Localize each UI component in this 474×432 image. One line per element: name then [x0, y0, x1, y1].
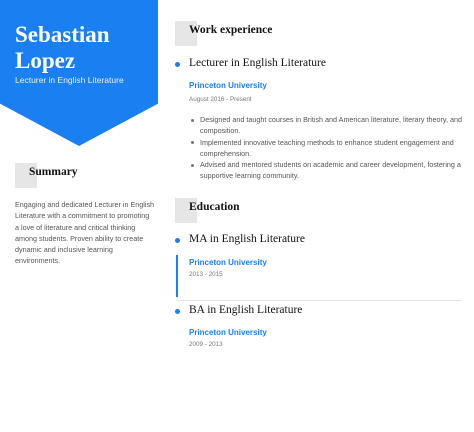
work-entry-title: Lecturer in English Literature: [189, 57, 326, 69]
education-entry-title: BA in English Literature: [189, 304, 303, 316]
candidate-role: Lecturer in English Literature: [15, 75, 124, 85]
summary-text: Engaging and dedicated Lecturer in English Literature with a commitment to promoting a love of literature and critical thinking among students. Proven ability to create dynamic and inclusive learning environments.: [15, 200, 155, 266]
last-name: Lopez: [15, 48, 76, 73]
education-entry-dot: [175, 238, 180, 243]
education-entry-line: [176, 255, 178, 297]
education-entry-org: Princeton University: [189, 258, 267, 267]
work-entry-org: Princeton University: [189, 81, 267, 90]
work-entry-date: August 2016 - Present: [189, 96, 252, 103]
work-heading: [175, 21, 455, 46]
education-heading: [175, 198, 455, 223]
work-heading-title: Work experience: [189, 24, 273, 36]
education-entry-title: MA in English Literature: [189, 233, 305, 245]
education-divider: [176, 300, 462, 301]
education-heading-title: Education: [189, 201, 240, 213]
summary-heading-title: Summary: [29, 166, 78, 178]
work-entry-dot: [175, 62, 180, 67]
education-entry-dot: [175, 309, 180, 314]
candidate-name: [15, 22, 155, 74]
summary-heading: [15, 163, 155, 188]
first-name: Sebastian: [15, 22, 110, 47]
education-entry-date: 2009 - 2013: [189, 341, 223, 348]
work-bullet: Advised and mentored students on academic and career development, fostering a supportive learning community.: [190, 159, 462, 182]
education-entry-org: Princeton University: [189, 328, 267, 337]
education-entry-date: 2013 - 2015: [189, 271, 223, 278]
work-bullet: Designed and taught courses in British and American literature, literary theory, and composition.: [190, 114, 462, 137]
work-entry-bullets: [190, 114, 462, 182]
work-bullet: Implemented innovative teaching methods to enhance student engagement and comprehension.: [190, 137, 462, 160]
